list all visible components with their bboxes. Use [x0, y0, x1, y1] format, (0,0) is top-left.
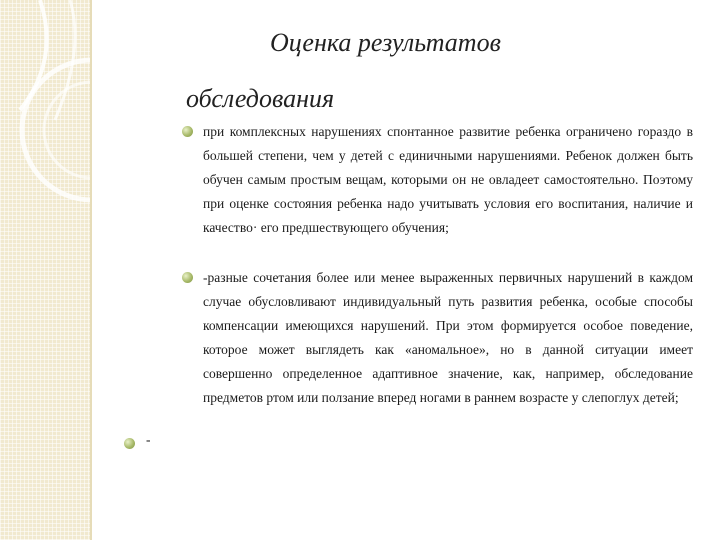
bullet-text: - [146, 432, 151, 447]
decorative-curves-icon [0, 0, 92, 540]
decorative-side-band [0, 0, 92, 540]
slide-title-line1: Оценка результатов [270, 28, 501, 57]
slide-title-line2: обследования [186, 84, 335, 113]
bullet-icon [124, 438, 135, 449]
bullet-text: при комплексных нарушениях спонтанное развитие ребенка ограничено гораздо в большей степени, чем у детей с единичными нарушениями. Ребенок должен быть обучен самым простым вещам, которыми он не овладеет самостоятельно. Поэтому при оценке состояния ребенка надо учитывать условия его воспитания, наличие и качество· его предшествующего обучения; [203, 124, 693, 235]
bullet-text: -разные сочетания более или менее выраженных первичных нарушений в каждом случае обусловливают индивидуальный путь развития ребенка, особые способы компенсации имеющихся нарушений. При этом формируется особое поведение, которое может выглядеть как «аномальное», но в данной ситуации имеет совершенно определенное адаптивное значение, как, например, обследование предметов ртом или ползание вперед ногами в раннем возрасте у слепоглух детей; [203, 270, 693, 405]
bullet-icon [182, 272, 193, 283]
bullet-icon [182, 126, 193, 137]
